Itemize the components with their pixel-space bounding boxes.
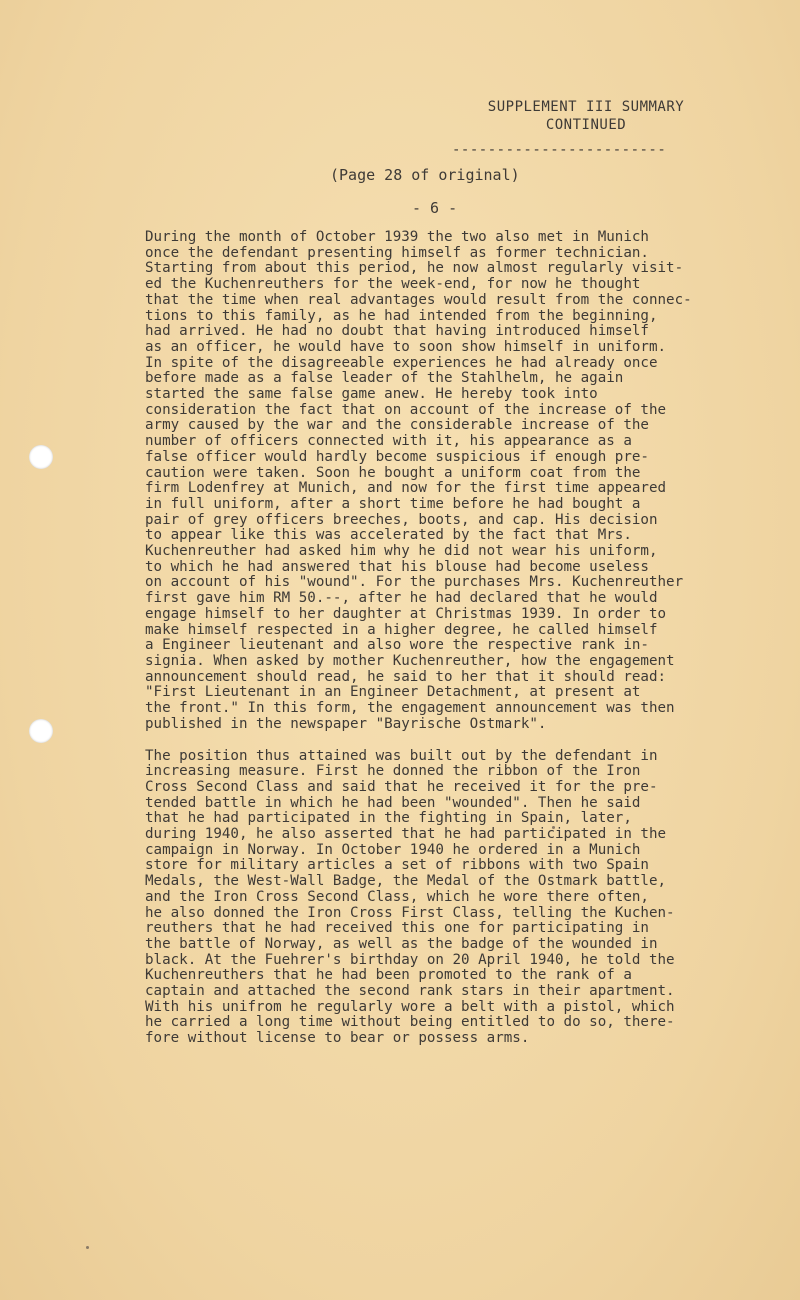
- text-line: in full uniform, after a short time before he had bought a: [145, 495, 641, 512]
- text-line: before made as a false leader of the Stahlhelm, he again: [145, 370, 624, 387]
- text-line: engage himself to her daughter at Christmas 1939. In order to: [145, 605, 667, 622]
- text-line: Kuchenreuthers that he had been promoted to the rank of a: [145, 967, 632, 984]
- text-line: captain and attached the second rank stars in their apartment.: [145, 983, 675, 1000]
- header-underline: ------------------------: [452, 142, 667, 158]
- text-line: ed the Kuchenreuthers for the week-end, for now he thought: [145, 276, 641, 293]
- text-line: increasing measure. First he donned the ribbon of the Iron: [145, 763, 641, 780]
- text-line: During the month of October 1939 the two also met in Munich: [145, 229, 649, 245]
- text-line: the front." In this form, the engagement announcement was then: [145, 700, 675, 717]
- text-line: had arrived. He had no doubt that having introduced himself: [145, 323, 649, 340]
- text-line: firm Lodenfrey at Munich, and now for the first time appeared: [145, 480, 667, 497]
- text-line: pair of grey officers breeches, boots, and cap. His decision: [145, 511, 658, 528]
- page-number: - 6 -: [412, 199, 458, 217]
- text-line: he carried a long time without being entitled to do so, there-: [145, 1014, 675, 1031]
- text-line: on account of his "wound". For the purchases Mrs. Kuchenreuther: [145, 574, 684, 591]
- text-line: reuthers that he had received this one for participating in: [145, 920, 649, 937]
- text-line: In spite of the disagreeable experiences he had already once: [145, 354, 658, 371]
- text-line: once the defendant presenting himself as former technician.: [145, 244, 649, 261]
- text-line: that the time when real advantages would result from the connec-: [145, 291, 692, 308]
- punch-hole-bottom: [29, 719, 53, 743]
- text-line: announcement should read, he said to her that it should read:: [145, 668, 667, 685]
- paragraph: [145, 749, 785, 1047]
- text-line: campaign in Norway. In October 1940 he ordered in a Munich: [145, 841, 641, 858]
- text-line: tended battle in which he had been "wounded". Then he said: [145, 794, 641, 811]
- text-line: number of officers connected with it, his appearance as a: [145, 433, 632, 450]
- text-line: that he had participated in the fighting in Spain, later,: [145, 810, 632, 827]
- text-line: started the same false game anew. He hereby took into: [145, 386, 598, 403]
- text-line: Kuchenreuther had asked him why he did not wear his uniform,: [145, 543, 658, 560]
- text-line: a Engineer lieutenant and also wore the respective rank in-: [145, 637, 649, 654]
- text-line: caution were taken. Soon he bought a uniform coat from the: [145, 464, 641, 481]
- body-text: [145, 230, 785, 1047]
- text-line: "First Lieutenant in an Engineer Detachment, at present at: [145, 684, 641, 701]
- paragraph: [145, 230, 785, 733]
- document-header: [436, 98, 736, 134]
- text-line: first gave him RM 50.--, after he had declared that he would: [145, 590, 658, 607]
- text-line: to appear like this was accelerated by the fact that Mrs.: [145, 527, 632, 544]
- text-line: the battle of Norway, as well as the badge of the wounded in: [145, 935, 658, 952]
- header-subtitle: CONTINUED: [545, 117, 627, 133]
- text-line: make himself respected in a higher degree, he called himself: [145, 621, 658, 638]
- text-line: he also donned the Iron Cross First Class, telling the Kuchen-: [145, 904, 675, 921]
- text-line: army caused by the war and the considerable increase of the: [145, 417, 649, 434]
- text-line: Cross Second Class and said that he received it for the pre-: [145, 778, 658, 795]
- original-page-reference: (Page 28 of original): [330, 166, 520, 184]
- text-line: published in the newspaper "Bayrische Ostmark".: [145, 715, 547, 732]
- text-line: Medals, the West-Wall Badge, the Medal of the Ostmark battle,: [145, 873, 667, 890]
- punch-hole-top: [29, 445, 53, 469]
- text-line: The position thus attained was built out by the defendant in: [145, 747, 658, 764]
- text-line: false officer would hardly become suspicious if enough pre-: [145, 448, 649, 465]
- text-line: tions to this family, as he had intended from the beginning,: [145, 307, 658, 324]
- text-line: Starting from about this period, he now almost regularly visit-: [145, 260, 684, 277]
- text-line: store for military articles a set of ribbons with two Spain: [145, 857, 649, 874]
- text-line: as an officer, he would have to soon show himself in uniform.: [145, 338, 667, 355]
- text-line: With his unifrom he regularly wore a belt with a pistol, which: [145, 998, 675, 1015]
- paper-speck: [86, 1246, 89, 1249]
- text-line: black. At the Fuehrer's birthday on 20 April 1940, he told the: [145, 951, 675, 968]
- text-line: and the Iron Cross Second Class, which he wore there often,: [145, 888, 649, 905]
- header-title: SUPPLEMENT III SUMMARY: [487, 99, 685, 115]
- text-line: consideration the fact that on account of the increase of the: [145, 401, 667, 418]
- text-line: signia. When asked by mother Kuchenreuther, how the engagement: [145, 652, 675, 669]
- text-line: fore without license to bear or possess arms.: [145, 1030, 530, 1047]
- text-line: during 1940, he also asserted that he had participated in the: [145, 826, 667, 843]
- text-line: to which he had answered that his blouse had become useless: [145, 558, 649, 575]
